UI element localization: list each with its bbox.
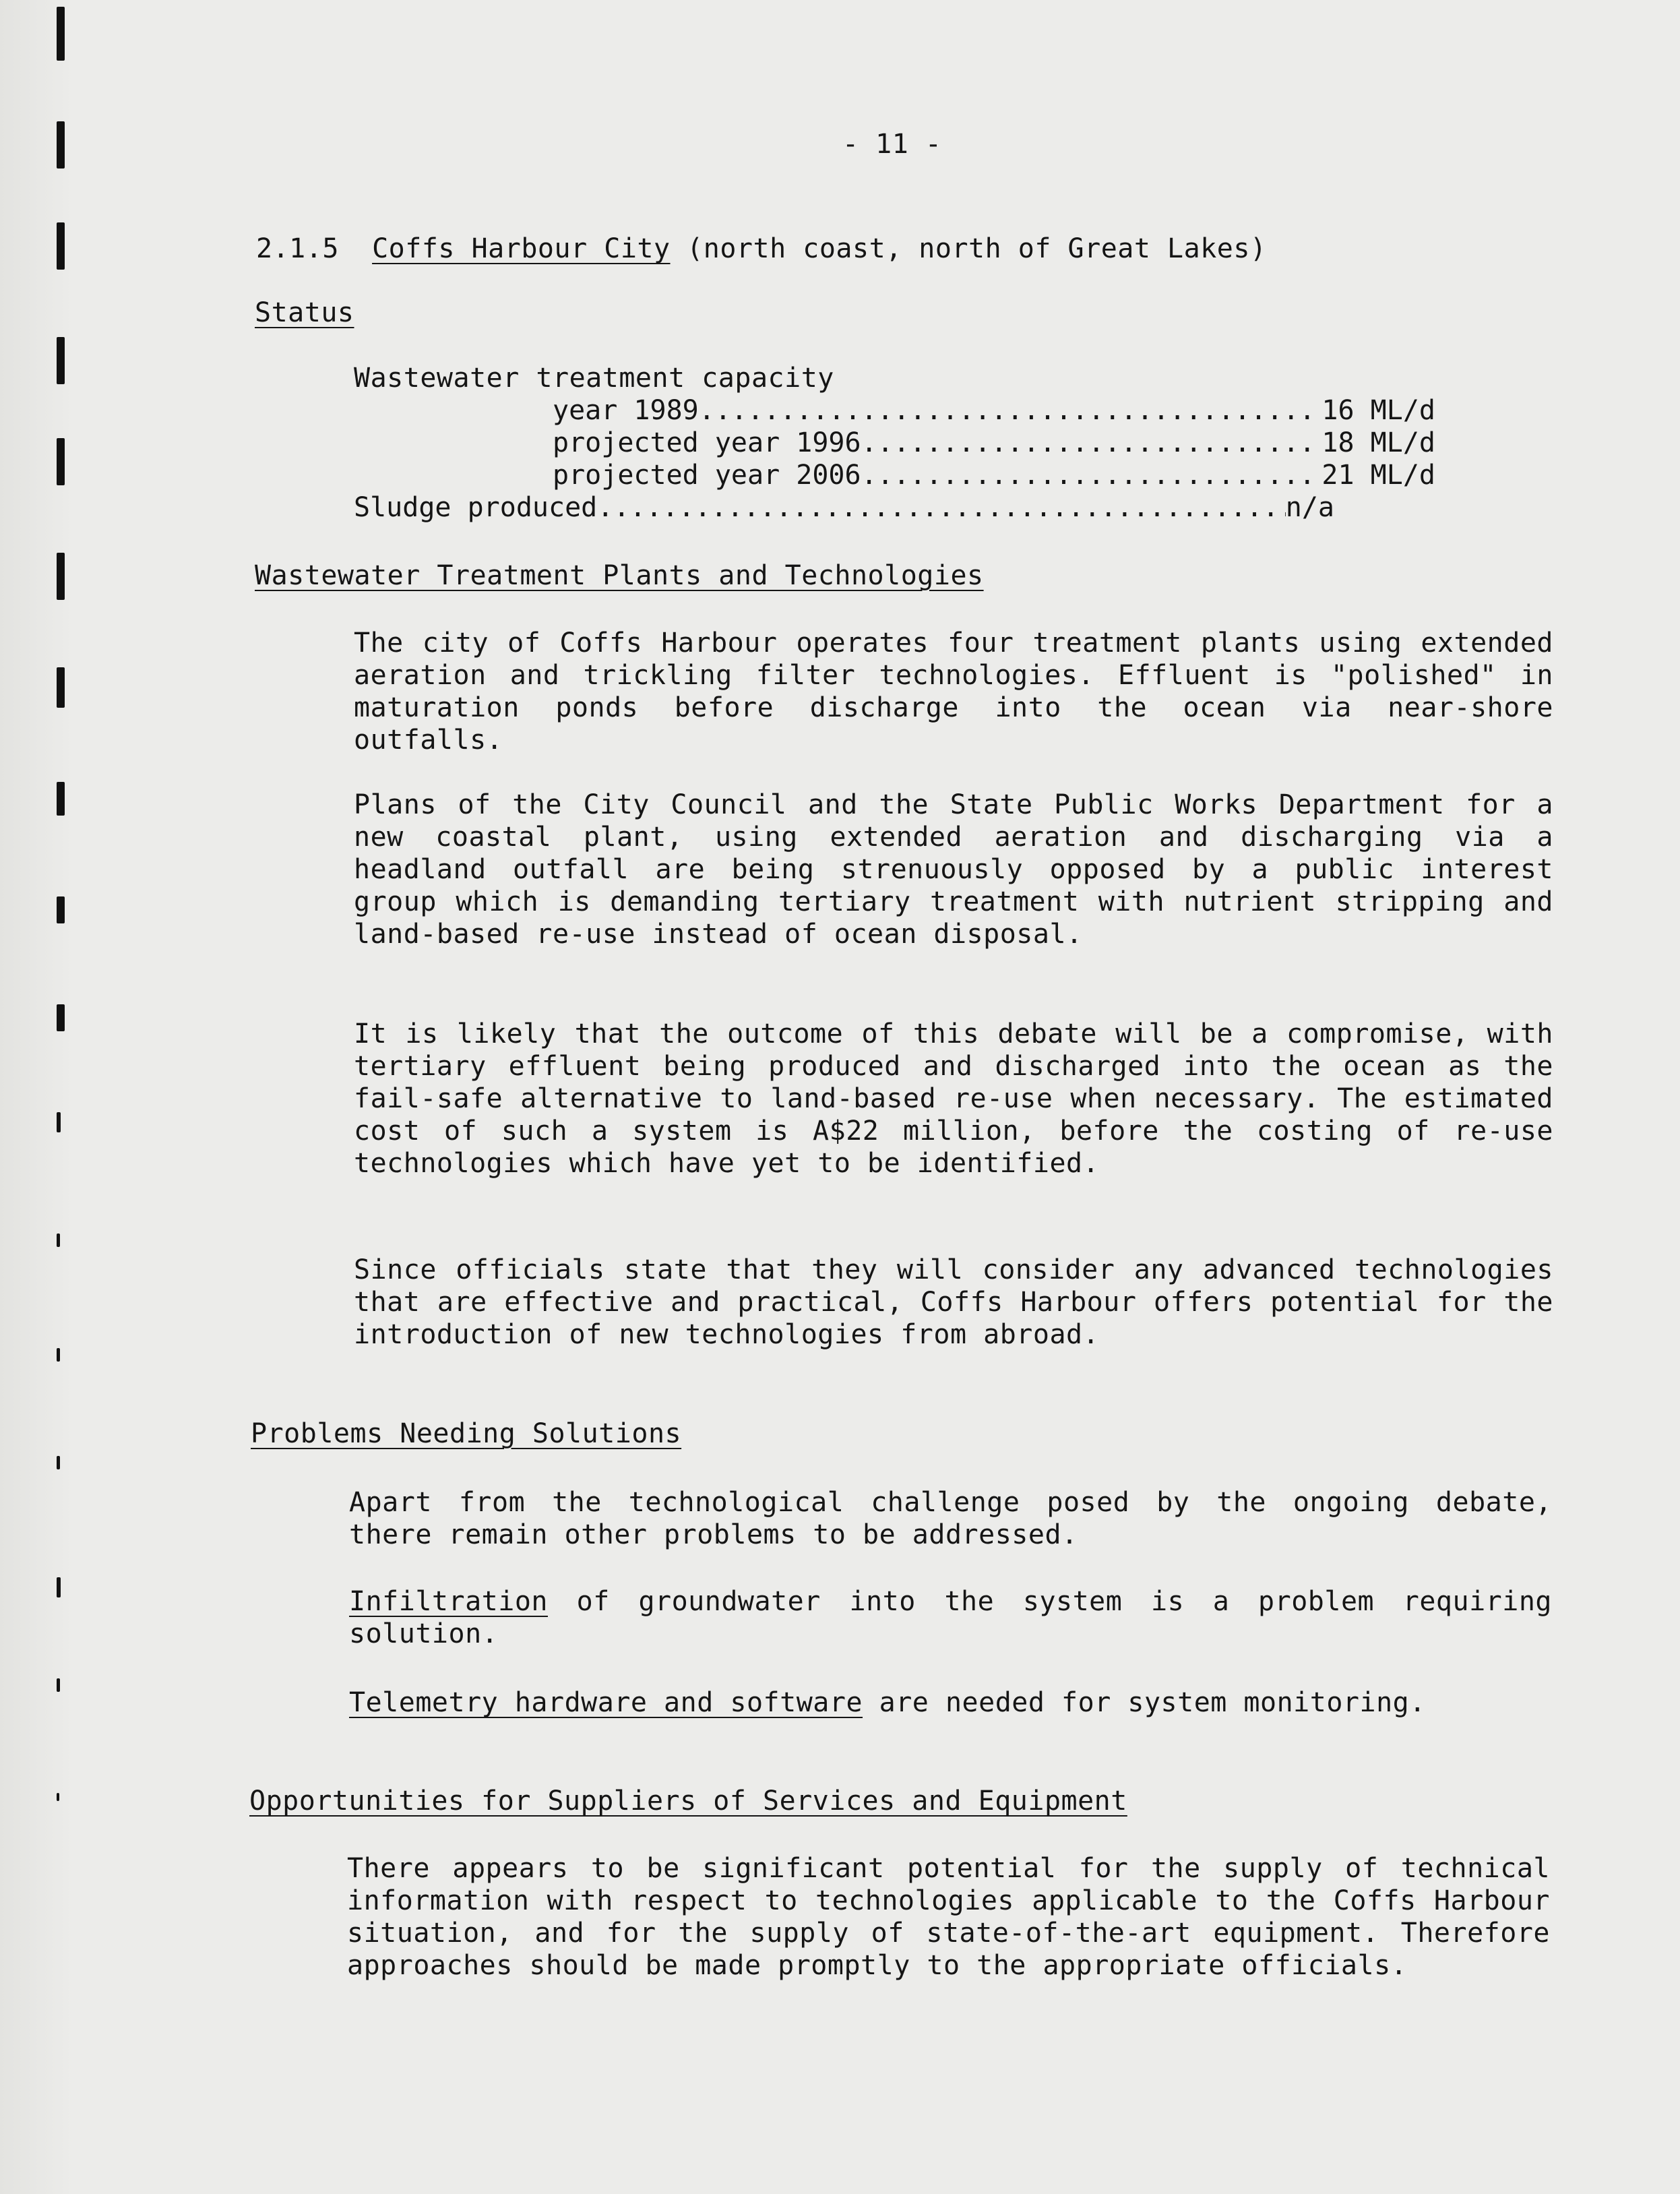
binding-mark (57, 337, 65, 384)
binding-mark (57, 7, 65, 61)
problems-heading: Problems Needing Solutions (251, 1418, 682, 1449)
binding-mark (57, 222, 65, 270)
binding-mark (57, 896, 65, 923)
section-number: 2.1.5 (256, 233, 339, 264)
opportunities-paragraph: There appears to be significant potential for the supply of technical information with respect to technologies applicable to the Coffs Harbour situation, and for the supply of state-of-the-art equipment. Therefore approaches should be made promptly to the appropriate officials. (347, 1853, 1550, 1981)
binding-mark (57, 1112, 61, 1132)
binding-mark (57, 782, 65, 816)
binding-mark (57, 1577, 61, 1597)
problems-intro: Apart from the technological challenge posed by the ongoing debate, there remain other problems to be addressed. (349, 1487, 1552, 1550)
binding-mark (57, 121, 65, 169)
section-heading (256, 233, 1267, 265)
plants-paragraph: Plans of the City Council and the State Public Works Department for a new coastal plant, using extended aeration and discharging via a headland outfall are being strenuously opposed by a public interest group which is demanding tertiary treatment with nutrient stripping and land-based re-use instead of ocean disposal. (354, 789, 1553, 950)
section-title: Coffs Harbour City (372, 233, 671, 264)
infiltration-term: Infiltration (349, 1586, 548, 1617)
opportunities-heading: Opportunities for Suppliers of Services and Equipment (249, 1786, 1127, 1817)
binding-mark (57, 1793, 59, 1801)
binding-mark (57, 667, 65, 708)
capacity-row: projected year 1996 ..... 18 ML/d (553, 427, 1435, 459)
capacity-row: projected year 2006 ..... 21 ML/d (553, 459, 1435, 491)
infiltration-paragraph: Infiltration of groundwater into the system is a problem requiring solution. (349, 1586, 1552, 1649)
status-heading: Status (255, 297, 354, 328)
page-number: - 11 - (842, 129, 942, 160)
plants-paragraph: Since officials state that they will consider any advanced technologies that are effective and practical, Coffs Harbour offers potential for the introduction of new technologies from abroad. (354, 1254, 1553, 1350)
telemetry-term: Telemetry hardware and software (349, 1687, 863, 1718)
binding-mark (57, 1678, 60, 1692)
plants-heading: Wastewater Treatment Plants and Technologies (255, 560, 984, 591)
binding-edge (0, 0, 74, 2194)
capacity-label: Wastewater treatment capacity (354, 363, 834, 394)
plants-paragraph: The city of Coffs Harbour operates four treatment plants using extended aeration and trickling filter technologies. Effluent is "polished" in maturation ponds before discharge into the ocean via near-shore outfalls. (354, 628, 1553, 756)
binding-mark (57, 1004, 65, 1031)
section-subtitle: (north coast, north of Great Lakes) (670, 233, 1267, 264)
binding-mark (57, 1456, 60, 1469)
binding-mark (57, 438, 65, 485)
binding-mark (57, 1233, 60, 1247)
binding-mark (57, 1348, 60, 1362)
capacity-row: year 1989 ..... 16 ML/d (553, 394, 1435, 427)
sludge-row: Sludge produced ..... n/a (354, 491, 1334, 524)
plants-paragraph: It is likely that the outcome of this debate will be a compromise, with tertiary effluent being produced and discharged into the ocean as the fail-safe alternative to land-based re-use when necessary. The estimated cost of such a system is A$22 million, before the costing of re-use technologies which have yet to be identified. (354, 1018, 1553, 1179)
binding-mark (57, 553, 65, 600)
telemetry-paragraph: Telemetry hardware and software are needed for system monitoring. (349, 1687, 1426, 1718)
